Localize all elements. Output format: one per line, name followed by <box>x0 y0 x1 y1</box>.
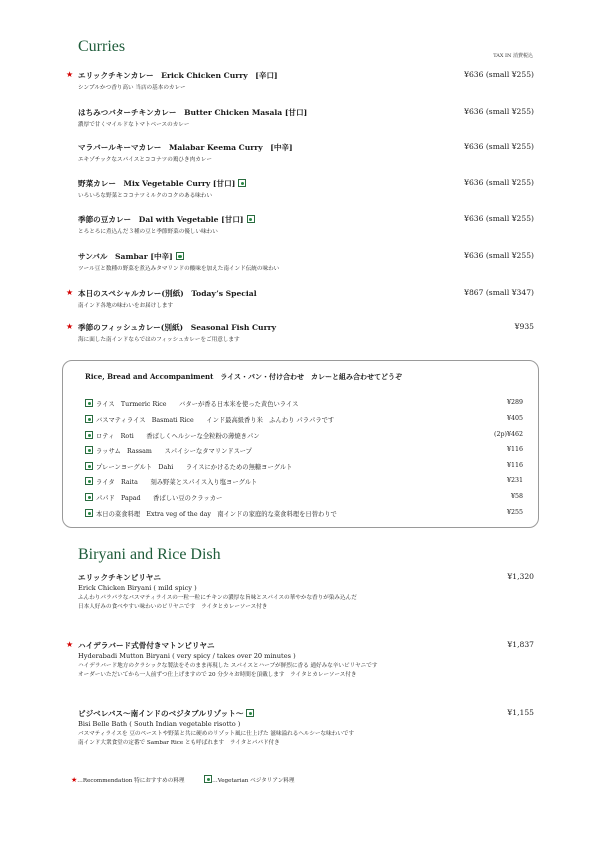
tax-note: TAX IN 消費税込 <box>493 53 533 59</box>
menu-item <box>66 288 534 309</box>
vegetarian-icon <box>85 509 93 517</box>
item-desc: 海に面した南インドならではのフィッシュカレーをご用意します <box>78 337 240 343</box>
item-price: ¥867 (small ¥347) <box>464 288 534 297</box>
item-desc: 南インド各地の味わいをお届けします <box>78 303 174 309</box>
item-name: 季節のフィッシュカレー(別紙) Seasonal Fish Curry <box>78 323 276 332</box>
vegetarian-icon <box>246 709 254 717</box>
item-subtitle: Erick Chicken Biryani ( mild spicy ) <box>78 584 197 592</box>
legend-star-text: …Recommendation 特におすすめの料理 <box>77 778 185 784</box>
item-price: ¥935 <box>514 322 534 331</box>
item-price: ¥1,837 <box>507 640 534 649</box>
item-name: エリックチキンカレー Erick Chicken Curry [辛口] <box>78 71 278 80</box>
item-name: 野菜カレー Mix Vegetable Curry [甘口] <box>78 178 246 189</box>
item-subtitle: Hyderabadi Mutton Biryani ( very spicy / takes over 20 minutes ) <box>78 652 296 660</box>
item-price: ¥636 (small ¥255) <box>464 142 534 151</box>
recommend-star-icon: ★ <box>66 70 74 79</box>
recommend-star-icon: ★ <box>71 776 78 784</box>
list-item: 本日の菜食料理 Extra veg of the day 南インドの家庭的な菜食料理を日替わりで ¥255 <box>85 507 523 521</box>
item-name: ビジベレバス～南インドのベジタブルリゾット～ <box>78 708 254 719</box>
item-name: はちみつバターチキンカレー Butter Chicken Masala [甘口] <box>78 108 308 117</box>
item-desc: ハイデラバード地方のクラシックな製法をそのまま再現した スパイスとハーブが鮮烈に香る 通好みな辛いビリヤニです <box>78 663 378 669</box>
menu-item <box>66 107 534 128</box>
item-price: ¥1,320 <box>507 572 534 581</box>
item-desc: エキゾチックなスパイスとココナツの鶏ひき肉カレー <box>78 157 212 163</box>
vegetarian-icon <box>85 462 93 470</box>
list-item: プレーンヨーグルト Dahi ライスにかけるための無糖ヨーグルト ¥116 <box>85 460 523 474</box>
menu-item <box>66 251 534 272</box>
recommend-star-icon: ★ <box>66 322 74 331</box>
list-item: ラッサム Rassam スパイシーなタマリンドスープ ¥116 <box>85 444 523 458</box>
menu-item <box>66 322 534 343</box>
vegetarian-icon <box>85 446 93 454</box>
item-desc: 南インド大衆食堂の定番で Sambar Rice とも呼ばれます ライタとパパド付き <box>78 740 280 746</box>
biryani-title: Biryani and Rice Dish <box>78 546 221 563</box>
item-desc: いろいろな野菜とココナツミルクのコクのある味わい <box>78 193 213 199</box>
list-item: ライス Turmeric Rice バターが香る日本米を使った黄色いライス ¥289 <box>85 397 523 411</box>
item-price: ¥636 (small ¥255) <box>464 178 534 187</box>
accompaniment-box <box>62 360 539 528</box>
menu-item <box>66 708 534 746</box>
item-name: エリックチキンビリヤニ <box>78 573 161 582</box>
vegetarian-icon <box>176 252 184 260</box>
list-item: バスマティライス Basmati Rice インド最高級香り米 ふんわり パラパラです ¥405 <box>85 413 523 427</box>
menu-item <box>66 214 534 235</box>
menu-item <box>66 572 534 610</box>
item-price: ¥636 (small ¥255) <box>464 251 534 260</box>
vegetarian-icon <box>85 493 93 501</box>
menu-item <box>66 70 534 91</box>
list-item: ロティ Roti 香ばしくヘルシーな全粒粉の薄焼きパン (2p)¥462 <box>85 429 523 443</box>
item-name: 本日のスペシャルカレー(別紙) Today’s Special <box>78 289 257 298</box>
item-desc: ツール豆と数種の野菜を煮込みタマリンドの酸味を加えた南インド伝統の味わい <box>78 266 280 272</box>
legend <box>71 775 294 784</box>
recommend-star-icon: ★ <box>66 288 74 297</box>
vegetarian-icon <box>85 477 93 485</box>
item-desc: 濃厚で甘くマイルドなトマトベースのカレー <box>78 122 190 128</box>
list-item: ライタ Raita 刻み野菜とスパイス入り塩ヨーグルト ¥231 <box>85 475 523 489</box>
vegetarian-icon <box>85 431 93 439</box>
menu-item <box>66 142 534 163</box>
item-desc: バスマティライスを 豆のペーストや野菜と共に硬めのリゾット風に仕上げた 滋味溢れるヘルシーな味わいです <box>78 731 355 737</box>
curries-title: Curries <box>78 38 126 55</box>
item-desc: ふんわりパラパラなバスマティライスの一粒一粒にチキンの濃厚な旨味とスパイスの華やかな香りが染み込んだ <box>78 595 357 601</box>
item-name: マラバールキーマカレー Malabar Keema Curry [中辛] <box>78 143 293 152</box>
accompaniment-header: Rice, Bread and Accompaniment ライス・パン・付け合わせ カレーと組み合わせてどうぞ <box>85 372 403 381</box>
item-name: 季節の豆カレー Dal with Vegetable [甘口] <box>78 214 255 225</box>
item-price: ¥636 (small ¥255) <box>464 107 534 116</box>
item-price: ¥636 (small ¥255) <box>464 70 534 79</box>
recommend-star-icon: ★ <box>66 640 74 649</box>
menu-item <box>66 640 534 678</box>
vegetarian-icon <box>238 179 246 187</box>
item-desc: シンプルかつ香り高い 当店の基本のカレー <box>78 85 186 91</box>
item-name: サンバル Sambar [中辛] <box>78 251 184 262</box>
item-price: ¥1,155 <box>507 708 534 717</box>
vegetarian-icon <box>247 215 255 223</box>
vegetarian-icon <box>85 415 93 423</box>
item-name: ハイデラバード式骨付きマトンビリヤニ <box>78 641 215 650</box>
item-desc: 日本人好みの食べやすい味わいのビリヤニです ライタとカレーソース付き <box>78 604 268 610</box>
vegetarian-icon <box>85 399 93 407</box>
item-subtitle: Bisi Belle Bath ( South Indian vegetable risotto ) <box>78 720 241 728</box>
list-item: パパド Papad 香ばしい豆のクラッカー ¥58 <box>85 491 523 505</box>
item-desc: とろとろに煮込んだ３種の豆と季節野菜の優しい味わい <box>78 229 218 235</box>
vegetarian-icon <box>204 775 212 783</box>
legend-veg-text: …Vegetarian ベジタリアン料理 <box>212 778 295 784</box>
item-price: ¥636 (small ¥255) <box>464 214 534 223</box>
item-desc: オーダーいただいてから一人前ずつ仕上げますので 20 分少々お時間を頂戴します ライタとカレーソース付き <box>78 672 357 678</box>
menu-item <box>66 178 534 199</box>
